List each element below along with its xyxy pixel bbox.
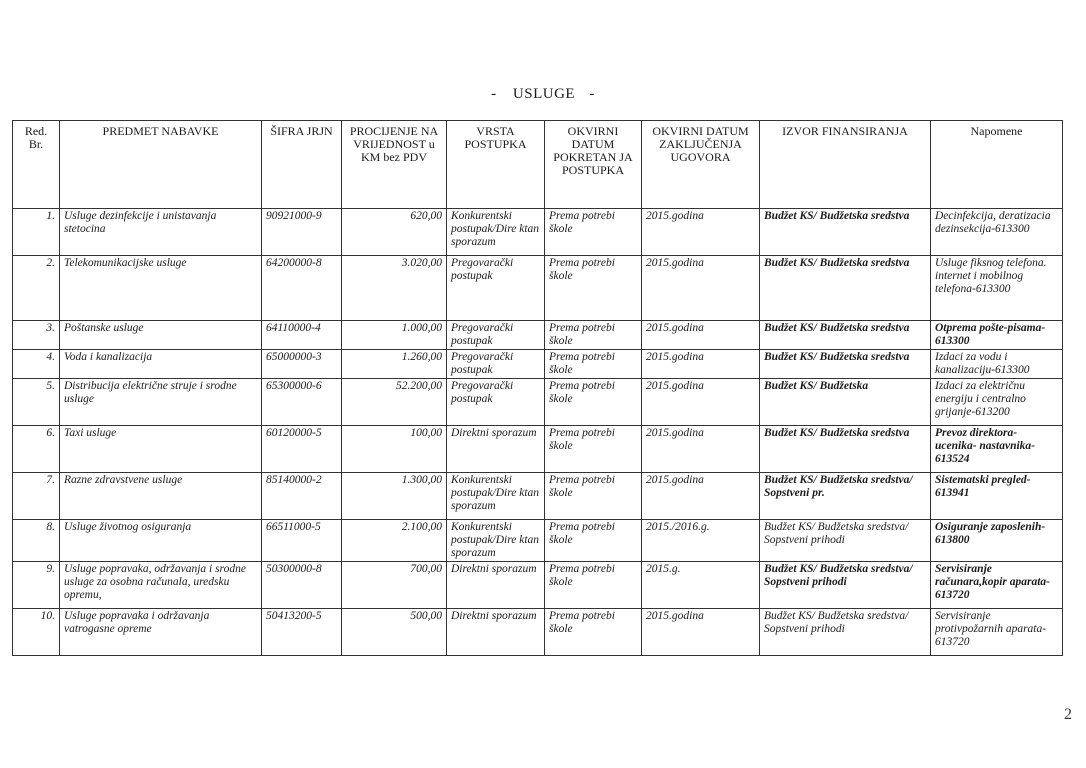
row-start: Prema potrebi škole (545, 256, 642, 321)
table-row (13, 562, 1063, 609)
table-row (13, 609, 1063, 656)
row-value: 700,00 (342, 562, 447, 609)
row-start: Prema potrebi škole (545, 379, 642, 426)
row-end: 2015.g. (642, 562, 760, 609)
row-note: Decinfekcija, deratizacia dezinsekcija-613300 (931, 209, 1063, 256)
row-end: 2015./2016.g. (642, 520, 760, 562)
row-subject: Telekomunikacijske usluge (60, 256, 262, 321)
row-subject: Usluge dezinfekcije i unistavanja stetocina (60, 209, 262, 256)
row-note: Servisiranje računara,kopir aparata-613720 (931, 562, 1063, 609)
table-row (13, 520, 1063, 562)
row-end: 2015.godina (642, 473, 760, 520)
row-start: Prema potrebi škole (545, 209, 642, 256)
header-pokretanje: OKVIRNI DATUM POKRETAN JA POSTUPKA (545, 121, 642, 209)
row-source: Budžet KS/ Budžetska sredstva (760, 350, 931, 379)
row-subject: Usluge popravaka, održavanja i srodne usluge za osobna računala, uredsku opremu, (60, 562, 262, 609)
row-source: Budžet KS/ Budžetska sredstva (760, 426, 931, 473)
header-red: Red. Br. (13, 121, 60, 209)
row-value: 1.000,00 (342, 321, 447, 350)
row-number: 2. (13, 256, 60, 321)
row-number: 6. (13, 426, 60, 473)
row-source: Budžet KS/ Budžetska sredstva (760, 209, 931, 256)
row-procedure: Konkurentski postupak/Dire ktan sporazum (447, 520, 545, 562)
row-procedure: Pregovarački postupak (447, 321, 545, 350)
header-sifra: ŠIFRA JRJN (262, 121, 342, 209)
row-note: Izdaci za vodu i kanalizaciju-613300 (931, 350, 1063, 379)
row-code: 50300000-8 (262, 562, 342, 609)
page-title (0, 86, 1086, 103)
row-value: 100,00 (342, 426, 447, 473)
row-number: 1. (13, 209, 60, 256)
row-value: 52.200,00 (342, 379, 447, 426)
row-subject: Usluge popravaka i održavanja vatrogasne opreme (60, 609, 262, 656)
row-source: Budžet KS/ Budžetska sredstva/ Sopstveni prihodi (760, 520, 931, 562)
row-source: Budžet KS/ Budžetska sredstva/ Sopstveni prihodi (760, 562, 931, 609)
row-start: Prema potrebi škole (545, 562, 642, 609)
table-row (13, 321, 1063, 350)
row-subject: Poštanske usluge (60, 321, 262, 350)
row-note: Izdaci za električnu energiju i centralno grijanje-613200 (931, 379, 1063, 426)
row-end: 2015.godina (642, 350, 760, 379)
row-code: 65000000-3 (262, 350, 342, 379)
row-number: 4. (13, 350, 60, 379)
row-note: Servisiranje protivpožarnih aparata-613720 (931, 609, 1063, 656)
header-vrsta: VRSTA POSTUPKA (447, 121, 545, 209)
procurement-table (12, 120, 1063, 656)
header-zakljucenje: OKVIRNI DATUM ZAKLJUČENJA UGOVORA (642, 121, 760, 209)
row-value: 500,00 (342, 609, 447, 656)
row-start: Prema potrebi škole (545, 609, 642, 656)
row-note: Usluge fiksnog telefona. internet i mobilnog telefona-613300 (931, 256, 1063, 321)
row-subject: Razne zdravstvene usluge (60, 473, 262, 520)
row-end: 2015.godina (642, 379, 760, 426)
row-value: 1.260,00 (342, 350, 447, 379)
row-source: Budžet KS/ Budžetska sredstva (760, 256, 931, 321)
row-code: 64110000-4 (262, 321, 342, 350)
row-end: 2015.godina (642, 321, 760, 350)
row-start: Prema potrebi škole (545, 350, 642, 379)
title-dash-right: - (589, 86, 595, 102)
row-value: 3.020,00 (342, 256, 447, 321)
row-start: Prema potrebi škole (545, 321, 642, 350)
header-izvor: IZVOR FINANSIRANJA (760, 121, 931, 209)
row-subject: Taxi usluge (60, 426, 262, 473)
row-code: 64200000-8 (262, 256, 342, 321)
row-source: Budžet KS/ Budžetska sredstva/ Sopstveni prihodi (760, 609, 931, 656)
page-number: 2 (1064, 706, 1072, 723)
row-number: 7. (13, 473, 60, 520)
row-procedure: Pregovarački postupak (447, 350, 545, 379)
row-end: 2015.godina (642, 256, 760, 321)
header-predmet: PREDMET NABAVKE (60, 121, 262, 209)
row-start: Prema potrebi škole (545, 473, 642, 520)
row-procedure: Konkurentski postupak/Dire ktan sporazum (447, 209, 545, 256)
row-end: 2015.godina (642, 209, 760, 256)
row-note: Otprema pošte-pisama-613300 (931, 321, 1063, 350)
row-start: Prema potrebi škole (545, 520, 642, 562)
row-number: 10. (13, 609, 60, 656)
row-note: Prevoz direktora-ucenika- nastavnika-613524 (931, 426, 1063, 473)
table-row (13, 209, 1063, 256)
table-row (13, 426, 1063, 473)
row-source: Budžet KS/ Budžetska (760, 379, 931, 426)
row-note: Osiguranje zaposlenih-613800 (931, 520, 1063, 562)
row-code: 66511000-5 (262, 520, 342, 562)
row-code: 90921000-9 (262, 209, 342, 256)
row-source: Budžet KS/ Budžetska sredstva/ Sopstveni pr. (760, 473, 931, 520)
row-end: 2015.godina (642, 426, 760, 473)
row-code: 50413200-5 (262, 609, 342, 656)
row-subject: Voda i kanalizacija (60, 350, 262, 379)
row-end: 2015.godina (642, 609, 760, 656)
table-row (13, 473, 1063, 520)
table-row (13, 256, 1063, 321)
row-procedure: Direktni sporazum (447, 609, 545, 656)
header-napomene: Napomene (931, 121, 1063, 209)
row-value: 1.300,00 (342, 473, 447, 520)
row-procedure: Direktni sporazum (447, 426, 545, 473)
header-row (13, 121, 1063, 209)
row-code: 65300000-6 (262, 379, 342, 426)
header-procjena: PROCIJENJE NA VRIJEDNOST u KM bez PDV (342, 121, 447, 209)
row-number: 5. (13, 379, 60, 426)
row-source: Budžet KS/ Budžetska sredstva (760, 321, 931, 350)
row-start: Prema potrebi škole (545, 426, 642, 473)
title-dash-left: - (491, 86, 497, 102)
row-code: 60120000-5 (262, 426, 342, 473)
row-note: Sistematski pregled-613941 (931, 473, 1063, 520)
row-number: 9. (13, 562, 60, 609)
table-row (13, 379, 1063, 426)
row-subject: Distribucija električne struje i srodne usluge (60, 379, 262, 426)
row-procedure: Pregovarački postupak (447, 379, 545, 426)
row-value: 620,00 (342, 209, 447, 256)
row-number: 8. (13, 520, 60, 562)
row-procedure: Konkurentski postupak/Dire ktan sporazum (447, 473, 545, 520)
row-subject: Usluge životnog osiguranja (60, 520, 262, 562)
table-row (13, 350, 1063, 379)
row-procedure: Pregovarački postupak (447, 256, 545, 321)
row-code: 85140000-2 (262, 473, 342, 520)
row-number: 3. (13, 321, 60, 350)
title-text: USLUGE (512, 86, 576, 102)
row-procedure: Direktni sporazum (447, 562, 545, 609)
row-value: 2.100,00 (342, 520, 447, 562)
